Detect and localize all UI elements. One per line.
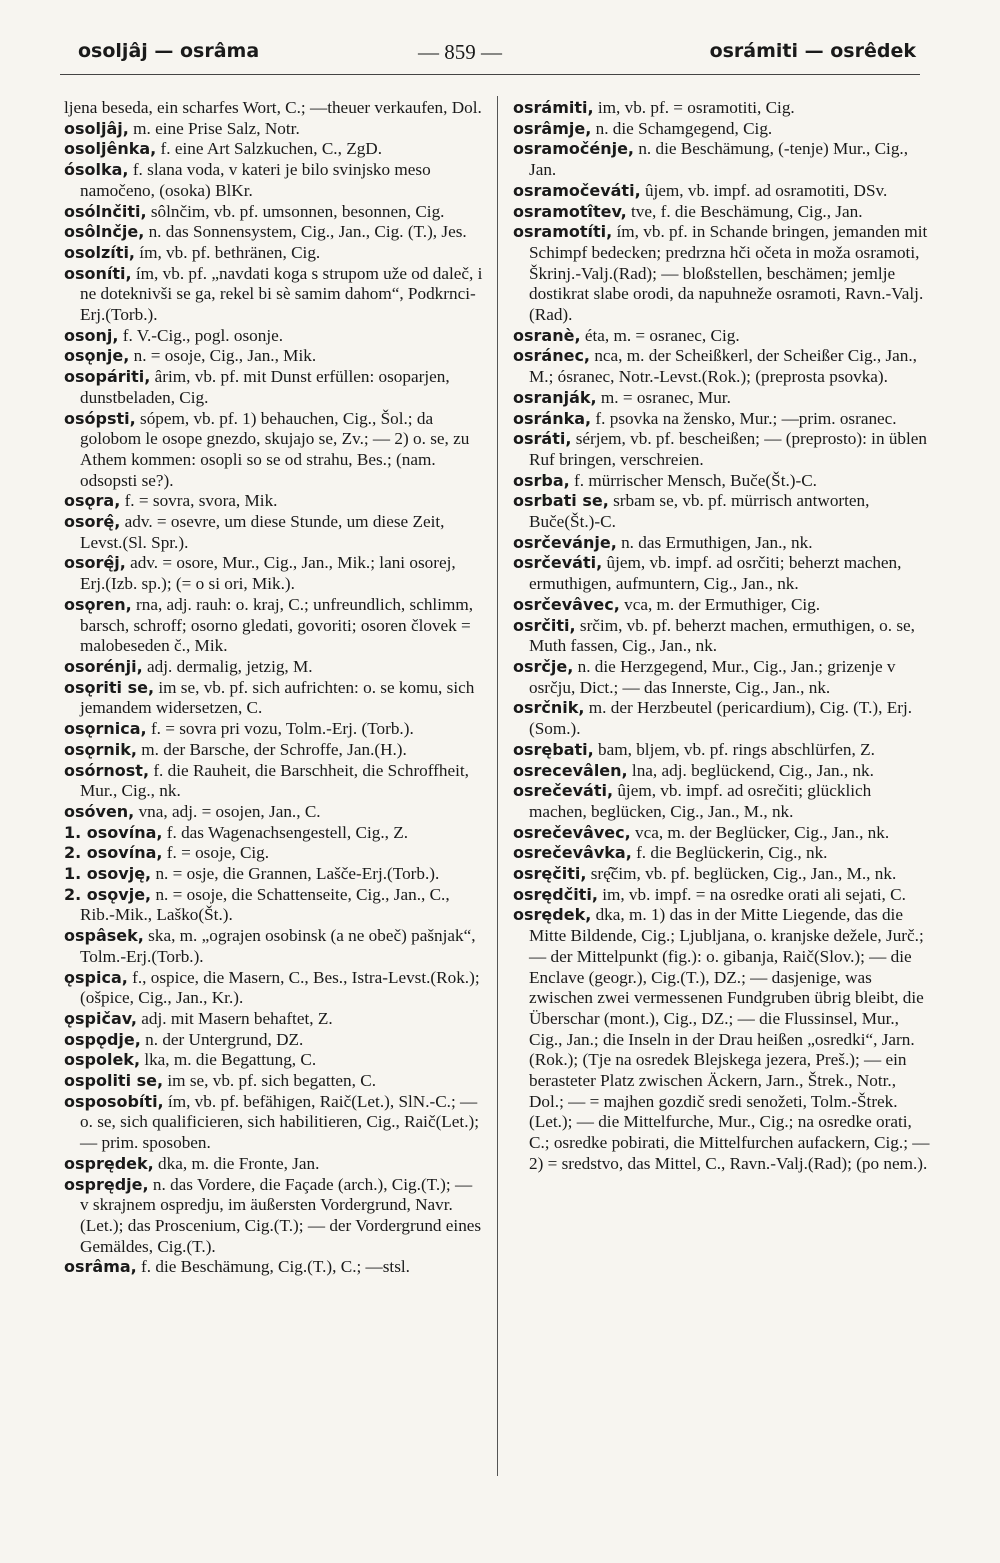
- dictionary-entry: [64, 553, 484, 594]
- dictionary-entry: [64, 678, 484, 719]
- entry-headword: osrčeváti,: [513, 553, 603, 573]
- dictionary-entry: [513, 222, 933, 326]
- dictionary-entry: [513, 905, 933, 1174]
- entry-headword: osramotîtev,: [513, 201, 627, 221]
- entry-headword: osręčiti,: [513, 864, 587, 884]
- entry-headword: 1. osovję,: [64, 864, 152, 884]
- entry-headword: osrba,: [513, 470, 570, 490]
- dictionary-entry: [64, 802, 484, 823]
- entry-headword: ǫspičav,: [64, 1008, 137, 1028]
- dictionary-entry: [64, 222, 484, 243]
- entry-headword: osrčiti,: [513, 615, 576, 635]
- left-column: [64, 98, 484, 1278]
- entry-headword: ǫspica,: [64, 967, 128, 987]
- entry-definition: lna, adj. beglückend, Cig., Jan., nk.: [631, 760, 874, 780]
- entry-definition: ska, m. „ograjen osobinsk (a ne obeč) pašnjak“, Tolm.-Erj.(Torb.).: [80, 926, 476, 966]
- entry-headword: osorę̂j,: [64, 553, 126, 573]
- right-column: [513, 98, 933, 1175]
- dictionary-entry: [64, 1092, 484, 1154]
- entry-definition: sérjem, vb. pf. bescheißen; — (preprosto): in üblen Ruf bringen, verschreien.: [529, 429, 928, 469]
- entry-headword: osrečeváti,: [513, 781, 614, 801]
- entry-headword: osráti,: [513, 429, 572, 449]
- entry-definition: ûjem, vb. impf. ad osrečiti; glücklich machen, beglücken, Cig., Jan., M., nk.: [529, 781, 872, 821]
- entry-headword: osranják,: [513, 387, 597, 407]
- dictionary-entry: [64, 202, 484, 223]
- entry-headword: osǫnje,: [64, 346, 130, 366]
- entry-definition: rna, adj. rauh: o. kraj, C.; unfreundlich, schlimm, barsch, schroff; osorno gledati, govoriti; osoren človek = malobeseden č., Mik.: [80, 594, 474, 656]
- dictionary-entry: [513, 533, 933, 554]
- entry-definition: f. eine Art Salzkuchen, C., ZgD.: [160, 139, 383, 159]
- entry-definition: ârim, vb. pf. mit Dunst erfüllen: osoparjen, dunstbeladen, Cig.: [80, 367, 450, 407]
- entry-headword: 1. osovína,: [64, 822, 163, 842]
- dictionary-entry: [64, 719, 484, 740]
- entry-definition: n. das Vordere, die Façade (arch.), Cig.(T.); — v skrajnem ospredju, im äußersten Vordergrund, Navr.(Let.); das Proscenium, Cig.(T.); — der Vordergrund eines Gemäldes, Cig.(T.).: [80, 1174, 482, 1256]
- dictionary-entry: [513, 781, 933, 822]
- dictionary-entry: [513, 98, 933, 119]
- entry-definition: n. die Beschämung, (-tenje) Mur., Cig., Jan.: [529, 139, 909, 180]
- entry-headword: osrčnik,: [513, 698, 585, 718]
- entry-headword: osrecevâlen,: [513, 760, 628, 780]
- entry-definition: f. das Wagenachsengestell, Cig., Z.: [166, 822, 409, 842]
- entry-definition: ûjem, vb. impf. ad osramotiti, DSv.: [644, 180, 888, 200]
- entry-headword: osramotíti,: [513, 222, 613, 242]
- entry-headword: osolzíti,: [64, 242, 135, 262]
- dictionary-entry: [513, 595, 933, 616]
- entry-headword: osrečevâvec,: [513, 822, 631, 842]
- entry-headword: osórnost,: [64, 760, 150, 780]
- entry-definition: im, vb. pf. = osramotiti, Cig.: [597, 98, 795, 117]
- dictionary-entry: [64, 1030, 484, 1051]
- entry-definition: f., ospice, die Masern, C., Bes., Istra-Levst.(Rok.); (ošpice, Cig., Jan., Kr.).: [80, 967, 480, 1008]
- dictionary-entry: [64, 98, 484, 119]
- entry-definition: sópem, vb. pf. 1) behauchen, Cig., Šol.; da golobom le osope gnezdo, skujajo se, Zv.; — 2) o. se, zu Athem kommen: osopli so se od strahu, Bes.; (nam. odsopsti se?).: [80, 408, 470, 490]
- entry-definition: adv. = osevre, um diese Stunde, um diese Zeit, Levst.(Sl. Spr.).: [80, 512, 445, 552]
- dictionary-entry: [513, 346, 933, 387]
- dictionary-entry: [64, 367, 484, 408]
- dictionary-entry: [64, 740, 484, 761]
- dictionary-entry: [64, 1154, 484, 1175]
- entry-definition: m. der Herzbeutel (pericardium), Cig. (T.), Erj.(Som.).: [529, 698, 913, 739]
- entry-definition: vca, m. der Beglücker, Cig., Jan., nk.: [634, 822, 890, 842]
- entry-definition: tve, f. die Beschämung, Cig., Jan.: [631, 201, 863, 221]
- header-right-range: osrámiti — osrêdek: [709, 40, 916, 62]
- entry-definition: sôlnčim, vb. pf. umsonnen, besonnen, Cig.: [150, 201, 445, 221]
- entry-headword: osrędek,: [513, 905, 592, 925]
- entry-headword: osólnčiti,: [64, 201, 147, 221]
- entry-headword: osranè,: [513, 325, 581, 345]
- entry-headword: osópsti,: [64, 408, 136, 428]
- header-rule: [60, 74, 920, 75]
- dictionary-entry: [513, 657, 933, 698]
- entry-headword: osorénji,: [64, 656, 143, 676]
- dictionary-entry: [64, 264, 484, 326]
- dictionary-entry: [64, 512, 484, 553]
- page-number: — 859 —: [418, 40, 502, 64]
- entry-headword: 2. osǫvje,: [64, 884, 152, 904]
- dictionary-entry: [64, 823, 484, 844]
- entry-definition: f. die Rauheit, die Barschheit, die Schroffheit, Mur., Cig., nk.: [80, 760, 469, 801]
- entry-definition: n. das Sonnensystem, Cig., Jan., Cig. (T.), Jes.: [148, 222, 467, 242]
- entry-headword: osrâma,: [64, 1257, 137, 1277]
- entry-definition: adj. mit Masern behaftet, Z.: [141, 1008, 333, 1028]
- entry-headword: ospǫdje,: [64, 1029, 141, 1049]
- entry-definition: im se, vb. pf. sich aufrichten: o. se komu, sich jemandem widersetzen, C.: [80, 677, 475, 718]
- dictionary-entry: [513, 429, 933, 470]
- dictionary-entry: [513, 553, 933, 594]
- entry-definition: srčim, vb. pf. beherzt machen, ermuthigen, o. se, Muth fassen, Cig., Jan., nk.: [529, 615, 915, 656]
- entry-headword: osrębati,: [513, 739, 594, 759]
- entry-definition: ím, vb. pf. „navdati koga s strupom uže od daleč, i ne doteknivši se ga, rekel bi sè samim dahom“, Podkrnci-Erj.(Torb.).: [80, 263, 483, 325]
- entry-headword: osǫrnica,: [64, 719, 147, 739]
- entry-headword: osránka,: [513, 408, 592, 428]
- entry-headword: osrbati se,: [513, 491, 609, 511]
- entry-definition: ím, vb. pf. befähigen, Raič(Let.), SlN.-C.; — o. se, sich qualificieren, sich habilitieren, Cig., Raič(Let.); — prim. sposoben.: [80, 1091, 480, 1153]
- dictionary-entry: [64, 491, 484, 512]
- dictionary-entry: [64, 119, 484, 140]
- entry-definition: f. mürrischer Mensch, Buče(Št.)-C.: [574, 470, 817, 490]
- dictionary-entry: [513, 843, 933, 864]
- entry-definition: n. die Schamgegend, Cig.: [595, 118, 773, 138]
- entry-headword: 2. osovína,: [64, 843, 163, 863]
- dictionary-entry: [64, 843, 484, 864]
- dictionary-entry: [513, 202, 933, 223]
- dictionary-entry: [64, 761, 484, 802]
- entry-definition: m. eine Prise Salz, Notr.: [133, 118, 300, 138]
- dictionary-entry: [64, 1071, 484, 1092]
- dictionary-entry: [513, 616, 933, 657]
- dictionary-entry: [513, 409, 933, 430]
- entry-definition: f. = osoje, Cig.: [166, 843, 270, 863]
- entry-definition: n. = osoje, die Schattenseite, Cig., Jan., C., Rib.-Mik., Laško(Št.).: [80, 884, 450, 925]
- entry-headword: osonj,: [64, 325, 119, 345]
- entry-headword: osǫriti se,: [64, 677, 155, 697]
- entry-definition: éta, m. = osranec, Cig.: [584, 325, 740, 345]
- entry-definition: srę̂čim, vb. pf. beglücken, Cig., Jan., M., nk.: [590, 864, 897, 884]
- column-divider: [497, 96, 498, 1476]
- entry-headword: osrędčiti,: [513, 884, 598, 904]
- dictionary-entry: [64, 595, 484, 657]
- entry-definition: n. die Herzgegend, Mur., Cig., Jan.; grizenje v osrčju, Dict.; — das Innerste, Cig., Jan., nk.: [529, 656, 896, 697]
- entry-headword: ospolek,: [64, 1050, 141, 1070]
- entry-headword: osrámiti,: [513, 98, 594, 117]
- entry-definition: m. = osranec, Mur.: [600, 387, 731, 407]
- entry-definition: f. = sovra pri vozu, Tolm.-Erj. (Torb.).: [150, 719, 414, 739]
- dictionary-entry: [513, 740, 933, 761]
- entry-definition: n. = osje, die Grannen, Lašče-Erj.(Torb.).: [155, 864, 440, 884]
- header-left-range: osoljâj — osrâma: [78, 40, 260, 62]
- entry-definition: dka, m. die Fronte, Jan.: [158, 1153, 320, 1173]
- entry-headword: osoljâj,: [64, 118, 129, 138]
- entry-headword: osopáriti,: [64, 367, 151, 387]
- entry-headword: osoníti,: [64, 263, 132, 283]
- entry-headword: osposobíti,: [64, 1091, 164, 1111]
- dictionary-entry: [64, 160, 484, 201]
- dictionary-entry: [513, 864, 933, 885]
- entry-headword: osǫren,: [64, 594, 132, 614]
- dictionary-entry: [513, 698, 933, 739]
- entry-definition: nca, m. der Scheißkerl, der Scheißer Cig., Jan., M.; ósranec, Notr.-Levst.(Rok.); (preprosta psovka).: [529, 346, 917, 387]
- entry-definition: vna, adj. = osojen, Jan., C.: [138, 801, 321, 821]
- entry-headword: osprędek,: [64, 1153, 154, 1173]
- dictionary-entry: [513, 326, 933, 347]
- dictionary-entry: [513, 119, 933, 140]
- entry-headword: osramočénje,: [513, 139, 635, 159]
- dictionary-entry: [64, 885, 484, 926]
- dictionary-entry: [513, 139, 933, 180]
- dictionary-entry: [64, 139, 484, 160]
- entry-definition: ím, vb. pf. bethränen, Cig.: [139, 242, 321, 262]
- entry-definition: f. V.-Cig., pogl. osonje.: [122, 325, 284, 345]
- entry-definition: lka, m. die Begattung, C.: [144, 1050, 317, 1070]
- entry-definition: ljena beseda, ein scharfes Wort, C.; —theuer verkaufen, Dol.: [64, 98, 482, 117]
- entry-definition: vca, m. der Ermuthiger, Cig.: [624, 594, 821, 614]
- dictionary-entry: [64, 926, 484, 967]
- dictionary-entry: [64, 864, 484, 885]
- entry-definition: bam, bljem, vb. pf. rings abschlürfen, Z.: [598, 739, 875, 759]
- entry-headword: osránec,: [513, 346, 591, 366]
- dictionary-entry: [64, 1009, 484, 1030]
- dictionary-entry: [64, 409, 484, 492]
- entry-headword: osorę̂,: [64, 512, 121, 532]
- entry-headword: osprędje,: [64, 1174, 149, 1194]
- dictionary-entry: [64, 968, 484, 1009]
- entry-definition: adv. = osore, Mur., Cig., Jan., Mik.; lani osorej, Erj.(Izb. sp.); (= o si ori, Mik.).: [80, 553, 456, 594]
- entry-headword: osǫra,: [64, 491, 121, 511]
- entry-headword: osoljênka,: [64, 139, 157, 159]
- entry-definition: f. slana voda, v kateri je bilo svinjsko meso namočeno, (osoka) BlKr.: [80, 160, 431, 200]
- dictionary-entry: [513, 388, 933, 409]
- entry-headword: osrečevâvka,: [513, 843, 632, 863]
- dictionary-entry: [64, 1050, 484, 1071]
- entry-headword: osrčje,: [513, 656, 574, 676]
- dictionary-entry: [64, 1175, 484, 1258]
- entry-definition: im, vb. impf. = na osredke orati ali sejati, C.: [602, 884, 906, 904]
- entry-headword: osrčevánje,: [513, 532, 617, 552]
- dictionary-entry: [513, 471, 933, 492]
- dictionary-entry: [513, 491, 933, 532]
- entry-definition: dka, m. 1) das in der Mitte Liegende, das die Mitte Bildende, Cig.; Ljubljana, o. kranjske dežele, Jurč.; — der Mittelpunkt (fig.): o. gibanja, Raič(Slov.); — die Enclave (geogr.), Cig.(T.), DZ.; — dasjenige, was zwischen zwei vermessenen Fundgruben übrig bleibt, die Überschar (mont.), Cig., DZ.; — die Flussinsel, Mur., Cig., Jan.; die Inseln in der Drau heißen „osredki“, Jarn.(Rok.); (Tje na osredek Blejskega jezera, Preš.); — ein berasteter Platz zwischen Äckern, Jarn., Štrek., Notr., Dol.; — = majhen gozdič sredi senožeti, Tolm.-Štrek.(Let.); — die Mittelfurche, Mur., Cig.; na osredke orati, C.; osredke pobirati, die Mittelfurchen aufackern, Cig.; — 2) = sredstvo, das Mittel, C., Ravn.-Valj.(Rad); (po nem.).: [529, 905, 930, 1173]
- entry-definition: n. der Untergrund, DZ.: [145, 1029, 304, 1049]
- entry-definition: n. = osoje, Cig., Jan., Mik.: [133, 346, 317, 366]
- entry-headword: osrâmje,: [513, 118, 592, 138]
- entry-definition: f. psovka na žensko, Mur.; —prim. osranec.: [595, 408, 897, 428]
- entry-headword: ospoliti se,: [64, 1071, 164, 1091]
- entry-definition: n. das Ermuthigen, Jan., nk.: [621, 532, 813, 552]
- dictionary-entry: [64, 243, 484, 264]
- entry-definition: m. der Barsche, der Schroffe, Jan.(H.).: [141, 739, 407, 759]
- entry-headword: ósolka,: [64, 160, 129, 180]
- entry-definition: ûjem, vb. impf. ad osrčiti; beherzt machen, ermuthigen, aufmuntern, Cig., Jan., nk.: [529, 553, 902, 594]
- entry-definition: f. = sovra, svora, Mik.: [124, 491, 278, 511]
- dictionary-entry: [64, 1257, 484, 1278]
- entry-definition: adj. dermalig, jetzig, M.: [146, 656, 313, 676]
- entry-headword: osrčevâvec,: [513, 594, 620, 614]
- dictionary-entry: [64, 326, 484, 347]
- entry-headword: osramočeváti,: [513, 180, 641, 200]
- entry-definition: ím, vb. pf. in Schande bringen, jemanden mit Schimpf bedecken; predrzna hči očeta in moža osramoti, Škrinj.-Valj.(Rad); — bloßstellen, beschämen; jemlje dostikrat slabe orodi, da napuhneže osramoti, Ravn.-Valj.(Rad).: [529, 222, 928, 325]
- dictionary-entry: [513, 885, 933, 906]
- entry-definition: f. die Beglückerin, Cig., nk.: [636, 843, 828, 863]
- entry-headword: osóven,: [64, 801, 135, 821]
- entry-headword: osǫrnik,: [64, 739, 137, 759]
- entry-definition: im se, vb. pf. sich begatten, C.: [167, 1071, 376, 1091]
- entry-headword: ospâsek,: [64, 926, 144, 946]
- page-header: [78, 40, 916, 74]
- dictionary-entry: [513, 823, 933, 844]
- entry-definition: srbam se, vb. pf. mürrisch antworten, Buče(Št.)-C.: [529, 491, 870, 532]
- dictionary-entry: [513, 761, 933, 782]
- dictionary-entry: [64, 346, 484, 367]
- entry-headword: osôlnčje,: [64, 222, 145, 242]
- dictionary-entry: [64, 657, 484, 678]
- entry-definition: f. die Beschämung, Cig.(T.), C.; —stsl.: [141, 1257, 410, 1277]
- dictionary-entry: [513, 181, 933, 202]
